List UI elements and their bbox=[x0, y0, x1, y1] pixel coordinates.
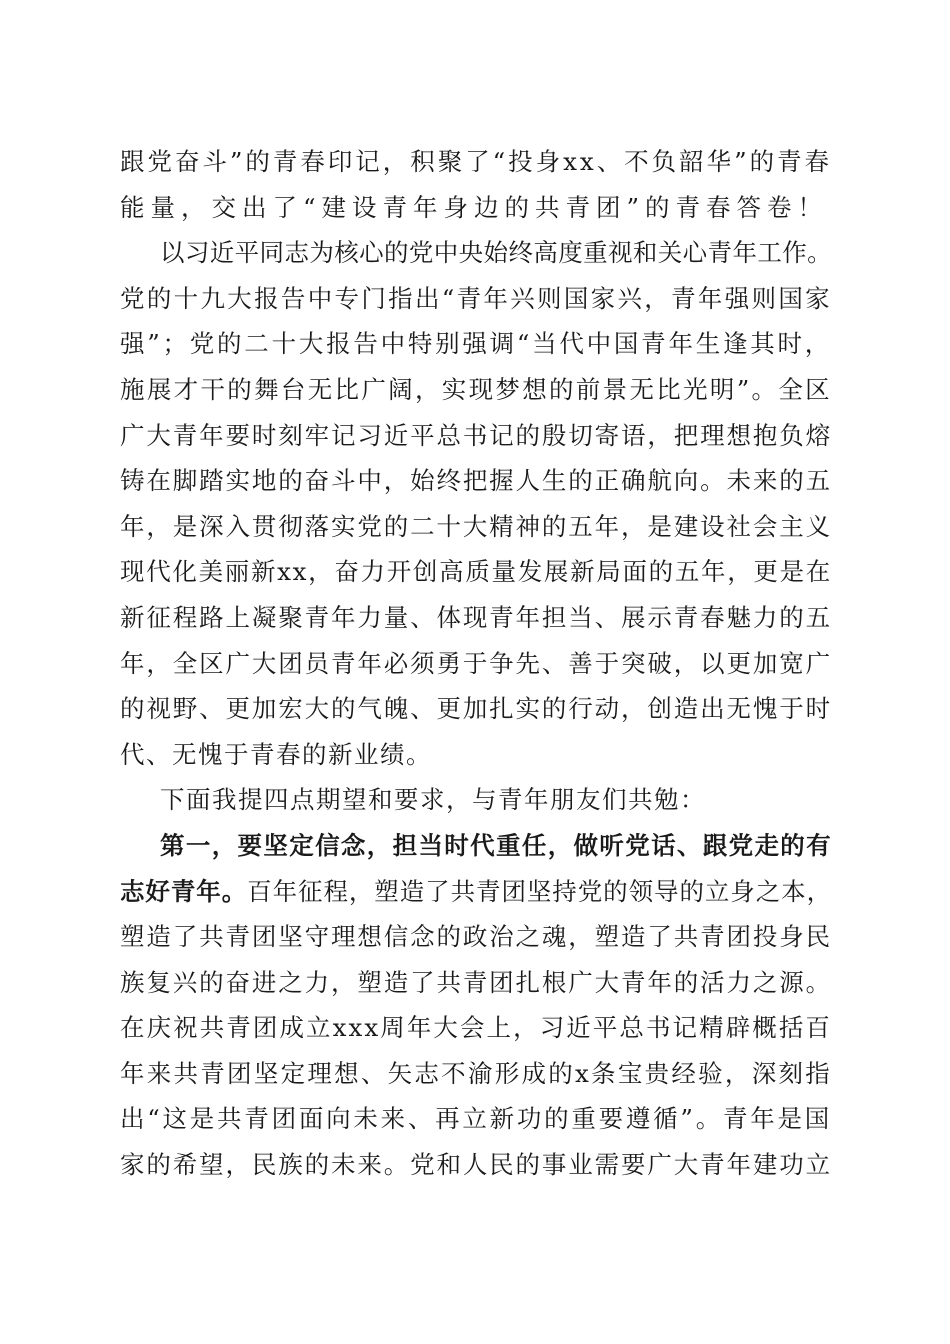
text-line: 出“这是共青团面向未来、再立新功的重要遵循”。青年是国 bbox=[120, 1104, 832, 1134]
bold-heading-text: 第一，要坚定信念，担当时代重任，做听党话、跟党走的有 bbox=[160, 830, 832, 860]
text-line: 党的十九大报告中专门指出“青年兴则国家兴，青年强则国家 bbox=[120, 283, 832, 313]
body-text: 百年征程，塑造了共青团坚持党的领导的立身之本， bbox=[247, 876, 833, 906]
bold-heading-text: 志好青年。 bbox=[120, 876, 248, 906]
text-line: 跟党奋斗”的青春印记，积聚了“投身xx、不负韶华”的青春 bbox=[120, 147, 832, 176]
text-line bbox=[120, 869, 832, 915]
text-line: 族复兴的奋进之力，塑造了共青团扎根广大青年的活力之源。 bbox=[120, 967, 832, 997]
text-line: 铸在脚踏实地的奋斗中，始终把握人生的正确航向。未来的五 bbox=[120, 466, 832, 496]
text-line: 代、无愧于青春的新业绩。 bbox=[120, 739, 432, 769]
text-line: 的视野、更加宏大的气魄、更加扎实的行动，创造出无愧于时 bbox=[120, 694, 832, 724]
text-line bbox=[120, 823, 832, 869]
text-line: 年来共青团坚定理想、矢志不渝形成的x条宝贵经验，深刻指 bbox=[120, 1058, 832, 1088]
text-line: 强”；党的二十大报告中特别强调“当代中国青年生逢其时， bbox=[120, 329, 832, 359]
text-line: 家的希望，民族的未来。党和人民的事业需要广大青年建功立 bbox=[120, 1150, 832, 1180]
text-line: 年，是深入贯彻落实党的二十大精神的五年，是建设社会主义 bbox=[120, 511, 832, 541]
text-line: 在庆祝共青团成立xxx周年大会上，习近平总书记精辟概括百 bbox=[120, 1013, 832, 1043]
text-line: 塑造了共青团坚守理想信念的政治之魂，塑造了共青团投身民 bbox=[120, 922, 832, 952]
text-line: 广大青年要时刻牢记习近平总书记的殷切寄语，把理想抱负熔 bbox=[120, 420, 832, 450]
text-line: 下面我提四点期望和要求，与青年朋友们共勉： bbox=[160, 785, 706, 815]
text-line: 以习近平同志为核心的党中央始终高度重视和关心青年工作。 bbox=[160, 238, 832, 268]
document-body bbox=[120, 139, 832, 1188]
text-line: 现代化美丽新xx，奋力开创高质量发展新局面的五年，更是在 bbox=[120, 557, 832, 587]
text-line: 年，全区广大团员青年必须勇于争先、善于突破，以更加宽广 bbox=[120, 648, 832, 678]
text-line: 施展才干的舞台无比广阔，实现梦想的前景无比光明”。全区 bbox=[120, 374, 832, 404]
text-line: 能量，交出了“建设青年身边的共青团”的青春答卷！ bbox=[120, 192, 829, 222]
text-line: 新征程路上凝聚青年力量、体现青年担当、展示青春魅力的五 bbox=[120, 602, 832, 632]
